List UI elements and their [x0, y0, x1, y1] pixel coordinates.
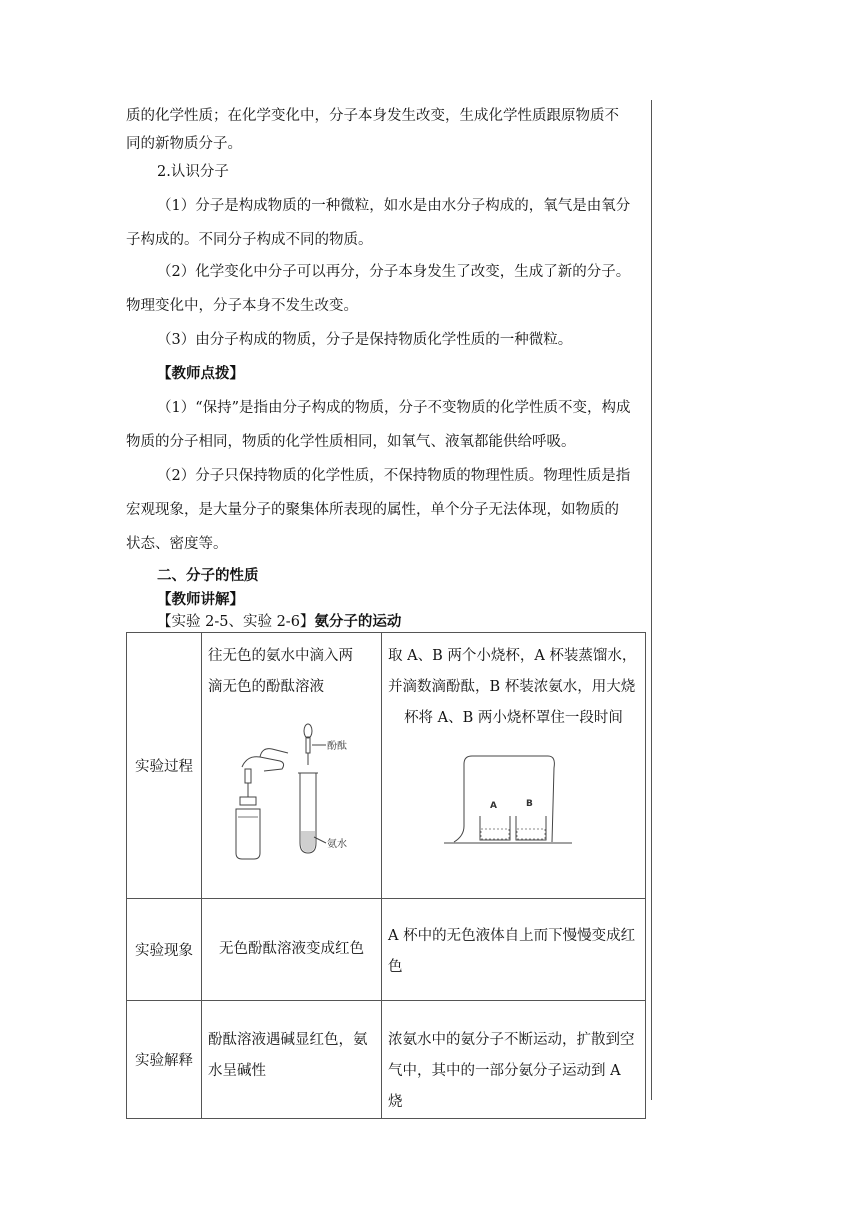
paragraph-line: （2）分子只保持物质的化学性质，不保持物质的物理性质。物理性质是指: [157, 468, 631, 484]
teacher-lecture-heading: 【教师讲解】: [157, 591, 244, 608]
paragraph-line: （1）分子是构成物质的一种微粒，如水是由水分子构成的，氧气是由氧分: [157, 198, 631, 214]
explanation-cell-1: [202, 1001, 382, 1119]
cell-line: 杯将 A、B 两小烧杯罩住一段时间: [404, 710, 623, 726]
paragraph-line: （3）由分子构成的物质，分子是保持物质化学性质的一种微粒。: [157, 332, 573, 348]
row-label: 实验解释: [127, 1001, 202, 1119]
beaker-a-label: A: [490, 801, 497, 811]
cell-line: 浓氨水中的氨分子不断运动，扩散到空: [388, 1032, 635, 1048]
experiment-heading-title: 氨分子的运动: [314, 613, 402, 630]
paragraph-line: 状态、密度等。: [126, 536, 228, 552]
cell-line: 水呈碱性: [208, 1063, 266, 1079]
cell-line: 往无色的氨水中滴入两: [208, 648, 353, 664]
table-row: [127, 633, 646, 899]
cell-line: 酚酞溶液遇碱显红色，氨: [208, 1032, 368, 1048]
paragraph-line: 子构成的。不同分子构成不同的物质。: [126, 232, 373, 248]
dropper-illustration: [202, 717, 382, 867]
row-label: 实验过程: [127, 633, 202, 899]
margin-line: [651, 100, 652, 1100]
table-row: [127, 1001, 646, 1119]
teacher-tip-heading: 【教师点拨】: [157, 365, 244, 382]
paragraph-line: （2）化学变化中分子可以再分，分子本身发生了改变，生成了新的分子。: [157, 264, 631, 280]
paragraph-line: 宏观现象，是大量分子的聚集体所表现的属性，单个分子无法体现，如物质的: [126, 502, 619, 518]
section-heading: 二、分子的性质: [157, 567, 259, 584]
row-label: 实验现象: [127, 899, 202, 1001]
paragraph-line: 同的新物质分子。: [126, 136, 242, 152]
experiment-heading: [157, 612, 401, 632]
cell-line: 气中，其中的一部分氨分子运动到 A 烧: [388, 1063, 621, 1110]
cell-line: 滴无色的酚酞溶液: [208, 679, 324, 695]
beaker-b-label: B: [526, 799, 533, 809]
procedure-cell-1: [202, 633, 382, 899]
cell-line: 无色酚酞溶液变成红色: [219, 941, 364, 957]
table-row: [127, 899, 646, 1001]
paragraph-line: 物质的分子相同，物质的化学性质相同，如氧气、液氧都能供给呼吸。: [126, 434, 576, 450]
experiment-heading-prefix: 【实验 2-5、实验 2-6】: [157, 614, 315, 630]
paragraph-line: （1）“保持”是指由分子构成的物质，分子不变物质的化学性质不变，构成: [157, 400, 631, 416]
cell-line: A 杯中的无色液体自上而下慢慢变成红: [388, 928, 636, 944]
figure-label: 氨水: [327, 839, 347, 850]
cell-line: 并滴数滴酚酞，B 杯装浓氨水，用大烧: [388, 679, 636, 695]
section-title: 2.认识分子: [157, 164, 229, 180]
cell-line: 色: [388, 959, 403, 975]
paragraph-line: 物理变化中，分子本身不发生改变。: [126, 298, 358, 314]
paragraph-line: 质的化学性质；在化学变化中，分子本身发生改变，生成化学性质跟原物质不: [126, 108, 619, 124]
figure-label: 酚酞: [327, 741, 347, 752]
cell-line: 取 A、B 两个小烧杯，A 杯装蒸馏水，: [388, 648, 637, 664]
explanation-cell-2: [382, 1001, 646, 1119]
phenomenon-cell-1: [202, 899, 382, 1001]
procedure-cell-2: [382, 633, 646, 899]
experiment-table: [126, 632, 646, 1119]
phenomenon-cell-2: [382, 899, 646, 1001]
beaker-illustration: [382, 746, 646, 856]
